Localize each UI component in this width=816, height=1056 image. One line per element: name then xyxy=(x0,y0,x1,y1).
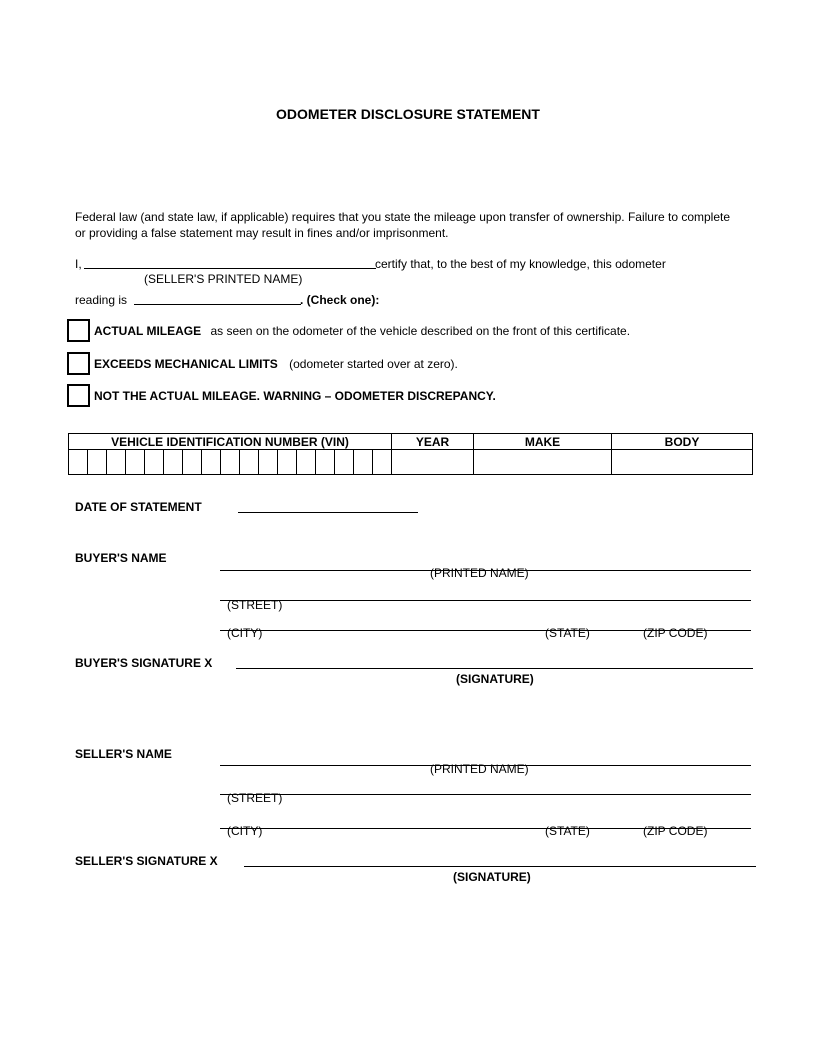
vin-char-box[interactable] xyxy=(259,450,278,474)
vin-char-box[interactable] xyxy=(126,450,145,474)
buyer-name-label: BUYER'S NAME xyxy=(75,551,167,565)
vin-char-box[interactable] xyxy=(164,450,183,474)
body-cell[interactable] xyxy=(612,450,753,475)
vin-char-box[interactable] xyxy=(240,450,259,474)
vin-char-box[interactable] xyxy=(316,450,335,474)
buyer-city-caption: (CITY) xyxy=(227,626,263,640)
option-actual-mileage-label: ACTUAL MILEAGE xyxy=(94,324,202,338)
date-label: DATE OF STATEMENT xyxy=(75,500,202,514)
vin-char-box[interactable] xyxy=(354,450,373,474)
vin-boxes xyxy=(69,450,391,474)
seller-zip-caption: (ZIP CODE) xyxy=(643,824,708,838)
seller-printed-name-field[interactable] xyxy=(84,268,376,269)
body-header: BODY xyxy=(612,434,753,450)
seller-name-label: SELLER'S NAME xyxy=(75,747,172,761)
buyer-signature-field[interactable] xyxy=(236,668,753,669)
vin-cell xyxy=(69,450,392,475)
make-cell[interactable] xyxy=(474,450,612,475)
check-one-label: . (Check one): xyxy=(300,293,380,307)
buyer-street-caption: (STREET) xyxy=(227,598,283,612)
vin-char-box[interactable] xyxy=(145,450,164,474)
vin-char-box[interactable] xyxy=(297,450,316,474)
reading-prefix: reading is xyxy=(75,293,128,307)
certify-prefix: I, xyxy=(75,257,82,271)
vin-char-box[interactable] xyxy=(202,450,221,474)
option-actual-mileage-text: as seen on the odometer of the vehicle described on the front of this certificate. xyxy=(210,324,631,338)
vin-char-box[interactable] xyxy=(221,450,240,474)
option-exceeds-limits xyxy=(94,357,458,371)
year-header: YEAR xyxy=(392,434,474,450)
vin-char-box[interactable] xyxy=(107,450,126,474)
vin-char-box[interactable] xyxy=(373,450,391,474)
option-not-actual-mileage-label: NOT THE ACTUAL MILEAGE. WARNING – ODOMETER DISCREPANCY. xyxy=(94,389,496,403)
intro-paragraph: Federal law (and state law, if applicable) requires that you state the mileage upon transfer of ownership. Failure to complete or providing a false statement may result in fines and/or imprisonment. xyxy=(75,210,731,240)
seller-city-caption: (CITY) xyxy=(227,824,263,838)
buyer-printed-name-caption: (PRINTED NAME) xyxy=(430,566,529,580)
actual-mileage-checkbox[interactable] xyxy=(67,319,90,342)
buyer-street-field[interactable] xyxy=(220,600,751,601)
vin-char-box[interactable] xyxy=(335,450,354,474)
buyer-signature-label: BUYER'S SIGNATURE X xyxy=(75,656,213,670)
exceeds-limits-checkbox[interactable] xyxy=(67,352,90,375)
make-header: MAKE xyxy=(474,434,612,450)
seller-printed-name-caption: (SELLER'S PRINTED NAME) xyxy=(144,272,303,286)
page-title: ODOMETER DISCLOSURE STATEMENT xyxy=(276,106,540,122)
vehicle-table xyxy=(68,433,753,475)
certify-text: certify that, to the best of my knowledge, this odometer xyxy=(375,257,666,271)
vin-char-box[interactable] xyxy=(183,450,202,474)
vin-char-box[interactable] xyxy=(69,450,88,474)
seller-street-caption: (STREET) xyxy=(227,791,283,805)
seller-street-field[interactable] xyxy=(220,794,751,795)
option-exceeds-limits-text: (odometer started over at zero). xyxy=(289,357,458,371)
seller-signature-label: SELLER'S SIGNATURE X xyxy=(75,854,218,868)
date-field[interactable] xyxy=(238,512,418,513)
not-actual-mileage-checkbox[interactable] xyxy=(67,384,90,407)
seller-state-caption: (STATE) xyxy=(545,824,590,838)
vin-header: VEHICLE IDENTIFICATION NUMBER (VIN) xyxy=(69,434,392,450)
buyer-signature-caption: (SIGNATURE) xyxy=(456,672,534,686)
seller-signature-caption: (SIGNATURE) xyxy=(453,870,531,884)
vin-char-box[interactable] xyxy=(88,450,107,474)
buyer-zip-caption: (ZIP CODE) xyxy=(643,626,708,640)
vin-char-box[interactable] xyxy=(278,450,297,474)
buyer-state-caption: (STATE) xyxy=(545,626,590,640)
option-exceeds-limits-label: EXCEEDS MECHANICAL LIMITS xyxy=(94,357,278,371)
option-actual-mileage xyxy=(94,324,630,338)
odometer-reading-field[interactable] xyxy=(134,304,301,305)
seller-printed-name-caption: (PRINTED NAME) xyxy=(430,762,529,776)
year-cell[interactable] xyxy=(392,450,474,475)
seller-signature-field[interactable] xyxy=(244,866,756,867)
